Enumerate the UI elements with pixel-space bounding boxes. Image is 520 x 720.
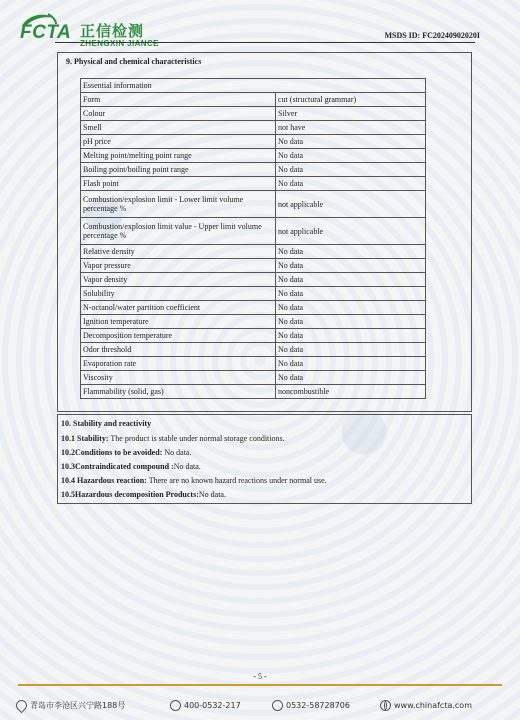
- contraindicated-text: No data.: [173, 462, 201, 471]
- property-value-cell: noncombustible: [276, 385, 426, 399]
- decomposition-text: No data.: [198, 490, 226, 499]
- table-row: [81, 93, 426, 107]
- hazardous-reaction-label: 10.4 Hazardous reaction:: [61, 476, 147, 485]
- property-name-cell: Colour: [81, 107, 276, 121]
- footer-website: [380, 700, 472, 711]
- property-name-cell: Relative density: [81, 245, 276, 259]
- property-name-cell: Smell: [81, 121, 276, 135]
- table-header-cell: Essential information: [81, 79, 426, 93]
- table-row: [81, 385, 426, 399]
- logo-fcta-text: FCTA: [20, 22, 72, 43]
- property-name-cell: Form: [81, 93, 276, 107]
- location-pin-icon: [14, 698, 30, 714]
- table-row: [81, 107, 426, 121]
- property-name-cell: Boiling point/boiling point range: [81, 163, 276, 177]
- property-name-cell: N-octanol/water partition coefficient: [81, 301, 276, 315]
- property-name-cell: Flash point: [81, 177, 276, 191]
- property-name-cell: Melting point/melting point range: [81, 149, 276, 163]
- property-value-cell: cut (structural grammar): [276, 93, 426, 107]
- stability-label: 10.1 Stability:: [61, 434, 109, 443]
- property-name-cell: Solubility: [81, 287, 276, 301]
- hazardous-reaction-text: There are no known hazard reactions under normal use.: [146, 476, 327, 485]
- msds-id: MSDS ID: FC20240902020I: [384, 31, 480, 40]
- logo-english-name: ZHENGXIN JIANCE: [80, 39, 159, 48]
- property-name-cell: Vapor density: [81, 273, 276, 287]
- property-value-cell: No data: [276, 163, 426, 177]
- property-name-cell: Vapor pressure: [81, 259, 276, 273]
- table-row: [81, 245, 426, 259]
- property-name-cell: Ignition temperature: [81, 315, 276, 329]
- property-value-cell: not applicable: [276, 191, 426, 218]
- property-name-cell: Viscosity: [81, 371, 276, 385]
- property-value-cell: No data: [276, 357, 426, 371]
- table-row: [81, 135, 426, 149]
- property-value-cell: No data: [276, 343, 426, 357]
- property-value-cell: No data: [276, 371, 426, 385]
- property-value-cell: No data: [276, 259, 426, 273]
- hotline-text: 400-0532-217: [184, 701, 241, 710]
- table-row: [81, 329, 426, 343]
- conditions-line: [61, 448, 191, 457]
- conditions-label: 10.2Conditions to be avoided:: [61, 448, 163, 457]
- property-name-cell: pH price: [81, 135, 276, 149]
- website-text: www.chinafcta.com: [394, 701, 472, 710]
- property-name-cell: Flammability (solid, gas): [81, 385, 276, 399]
- globe-icon: [380, 700, 391, 711]
- logo-chinese-name: 正信检测: [80, 22, 145, 40]
- property-value-cell: No data: [276, 287, 426, 301]
- property-value-cell: not applicable: [276, 218, 426, 245]
- contraindicated-line: [61, 462, 201, 471]
- address-text: 青岛市李沧区兴宁路188号: [30, 701, 126, 710]
- stability-line: [61, 434, 285, 443]
- table-row: [81, 218, 426, 245]
- table-row: [81, 273, 426, 287]
- table-row: [81, 357, 426, 371]
- section-10-title: 10. Stability and reactivity: [61, 419, 152, 428]
- property-name-cell: Decomposition temperature: [81, 329, 276, 343]
- table-row: [81, 149, 426, 163]
- footer: [16, 700, 516, 716]
- decomposition-label: 10.5Hazardous decomposition Products:: [61, 490, 199, 499]
- property-value-cell: No data: [276, 245, 426, 259]
- table-row: [81, 191, 426, 218]
- table-row: [81, 301, 426, 315]
- contraindicated-label: 10.3Contraindicated compound :: [61, 462, 174, 471]
- stability-text: The product is stable under normal storage conditions.: [108, 434, 285, 443]
- footer-address: [16, 700, 125, 711]
- section-9-title: 9. Physical and chemical characteristics: [66, 57, 202, 66]
- property-name-cell: Odor threshold: [81, 343, 276, 357]
- telephone-icon: [272, 700, 283, 711]
- table-row: [81, 177, 426, 191]
- property-value-cell: No data: [276, 177, 426, 191]
- property-value-cell: Silver: [276, 107, 426, 121]
- table-row: [81, 121, 426, 135]
- company-logo: [18, 12, 159, 50]
- property-name-cell: Combustion/explosion limit - Lower limit volume percentage %: [81, 191, 276, 218]
- decomposition-line: [61, 490, 226, 499]
- properties-table: [80, 78, 426, 399]
- table-row: [81, 163, 426, 177]
- property-value-cell: not have: [276, 121, 426, 135]
- hazardous-reaction-line: [61, 476, 327, 485]
- table-header-row: [81, 79, 426, 93]
- property-value-cell: No data: [276, 329, 426, 343]
- property-value-cell: No data: [276, 315, 426, 329]
- phone-icon: [170, 700, 181, 711]
- property-value-cell: No data: [276, 273, 426, 287]
- table-row: [81, 287, 426, 301]
- property-name-cell: Combustion/explosion limit value - Upper limit volume percentage %: [81, 218, 276, 245]
- page-number: - 5 -: [253, 672, 267, 681]
- section-9-box: [57, 52, 472, 412]
- table-row: [81, 371, 426, 385]
- header-divider: [55, 42, 475, 43]
- conditions-text: No data.: [162, 448, 192, 457]
- table-row: [81, 315, 426, 329]
- footer-phone: [272, 700, 350, 711]
- table-row: [81, 343, 426, 357]
- property-value-cell: No data: [276, 149, 426, 163]
- property-name-cell: Evaporation rate: [81, 357, 276, 371]
- footer-divider: [18, 684, 502, 686]
- property-value-cell: No data: [276, 135, 426, 149]
- section-10-box: [57, 414, 472, 504]
- property-value-cell: No data: [276, 301, 426, 315]
- phone-text: 0532-58728706: [286, 701, 350, 710]
- footer-hotline: [170, 700, 241, 711]
- table-row: [81, 259, 426, 273]
